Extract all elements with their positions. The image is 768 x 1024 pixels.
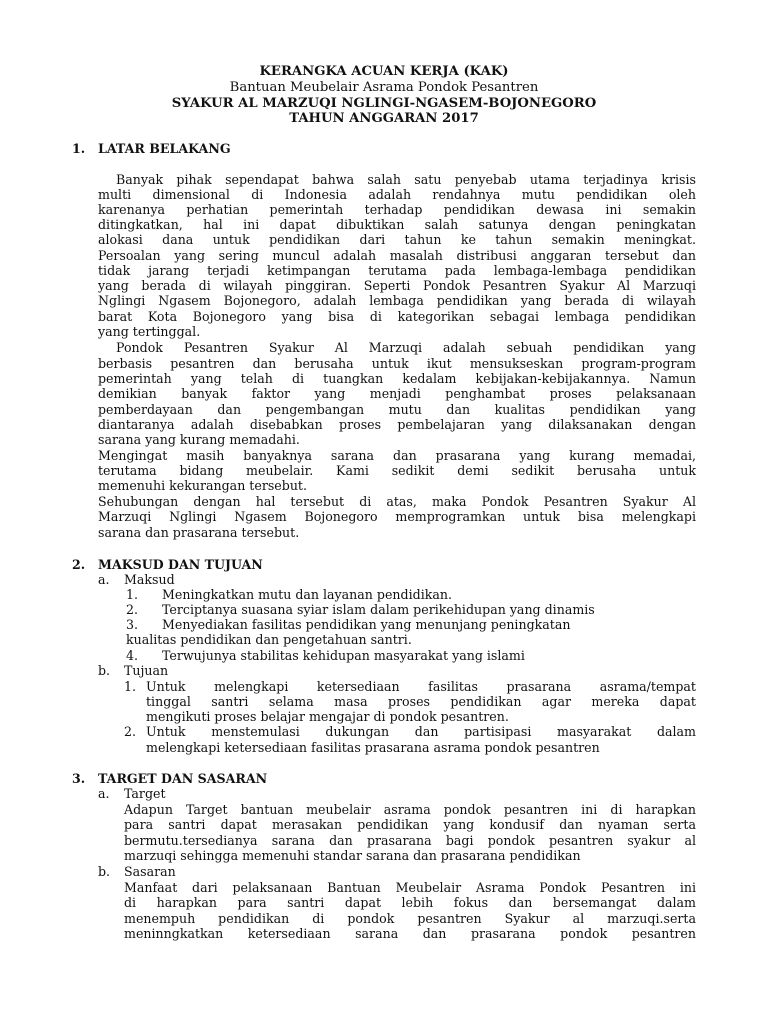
paragraph-line: pemberdayaan dan pengembangan mutu dan kualitas pendidikan yang [98,402,696,417]
section-1-title: LATAR BELAKANG [98,141,231,156]
list-number: 3. [126,617,139,632]
paragraph-line: barat Kota Bojonegoro yang bisa di kategorikan sebagai lembaga pendidikan [98,309,696,324]
paragraph-line: yang tertinggal. [98,324,201,339]
paragraph-line: multi dimensional di Indonesia adalah rendahnya mutu pendidikan oleh [98,187,696,202]
paragraph-line: diantaranya adalah disebabkan proses pembelajaran yang dilaksanakan dengan [98,417,696,432]
paragraph-line: di harapkan para santri dapat lebih fokus dan bersemangat dalam [124,895,696,910]
list-item-continuation: kualitas pendidikan dan pengetahuan santri. [126,632,412,647]
list-number: 1. [126,587,139,602]
paragraph-line: Adapun Target bantuan meubelair asrama pondok pesantren ini di harapkan [124,802,696,817]
paragraph-line: Pondok Pesantren Syakur Al Marzuqi adalah sebuah pendidikan yang [116,340,696,355]
section-3-number: 3. [72,771,86,786]
subsection-label: b. [98,663,111,678]
section-2-title: MAKSUD DAN TUJUAN [98,557,263,572]
document-subtitle: Bantuan Meubelair Asrama Pondok Pesantren [229,80,539,95]
paragraph-line: memenuhi kekurangan tersebut. [98,478,307,493]
paragraph-line: Nglingi Ngasem Bojonegoro, adalah lembaga pendidikan yang berada di wilayah [98,293,696,308]
list-item-continuation: mengikuti proses belajar mengajar di pondok pesantren. [146,709,509,724]
paragraph-line: Manfaat dari pelaksanaan Bantuan Meubelair Asrama Pondok Pesantren ini [124,880,696,895]
paragraph-line: menempuh pendidikan di pondok pesantren Syakur al marzuqi.serta [124,911,696,926]
list-item: Untuk menstemulasi dukungan dan partisipasi masyarakat dalam [146,724,696,739]
list-item: Terciptanya suasana syiar islam dalam perikehidupan yang dinamis [162,602,595,617]
institution-name: SYAKUR AL MARZUQI NGLINGI-NGASEM-BOJONEGORO [171,96,597,111]
paragraph-line: sarana dan prasarana tersebut. [98,525,300,540]
subsection-title-target: Target [124,786,166,801]
document-title: KERANGKA ACUAN KERJA (KAK) [259,64,509,79]
paragraph-line: karenanya perhatian pemerintah terhadap pendidikan dewasa ini semakin [98,202,696,217]
paragraph-line: yang berada di wilayah pinggiran. Seperti Pondok Pesantren Syakur Al Marzuqi [98,278,696,293]
fiscal-year: TAHUN ANGGARAN 2017 [289,111,479,126]
paragraph-line: para santri dapat merasakan pendidikan yang kondusif dan nyaman serta [124,817,696,832]
list-number: 2. [124,724,137,739]
subsection-label: a. [98,786,110,801]
paragraph-line: Marzuqi Nglingi Ngasem Bojonegoro memprogramkan untuk bisa melengkapi [98,509,696,524]
list-item: Meningkatkan mutu dan layanan pendidikan. [162,587,452,602]
paragraph-line: terutama bidang meubelair. Kami sedikit demi sedikit berusaha untuk [98,463,696,478]
paragraph-line: ditingkatkan, hal ini dapat dibuktikan salah satunya dengan peningkatan [98,217,696,232]
paragraph-line: alokasi dana untuk pendidikan dari tahun ke tahun semakin meningkat. [98,232,696,247]
subsection-label: b. [98,864,111,879]
paragraph-line: sarana yang kurang memadahi. [98,432,300,447]
section-1-number: 1. [72,141,86,156]
paragraph-line: tidak jarang terjadi ketimpangan terutama pada lembaga-lembaga pendidikan [98,263,696,278]
subsection-title-sasaran: Sasaran [124,864,176,879]
paragraph-line: marzuqi sehingga memenuhi standar sarana dan prasarana pendidikan [124,848,581,863]
section-3-title: TARGET DAN SASARAN [98,771,268,786]
list-item: Terwujunya stabilitas kehidupan masyarakat yang islami [162,648,525,663]
paragraph-line: Sehubungan dengan hal tersebut di atas, maka Pondok Pesantren Syakur Al [98,494,696,509]
list-number: 4. [126,648,139,663]
paragraph-line: berbasis pesantren dan berusaha untuk ikut mensukseskan program-program [98,356,696,371]
list-number: 2. [126,602,139,617]
subsection-title-maksud: Maksud [124,572,175,587]
paragraph-line: Banyak pihak sependapat bahwa salah satu penyebab utama terjadinya krisis [116,172,696,187]
paragraph-line: Mengingat masih banyaknya sarana dan prasarana yang kurang memadai, [98,448,696,463]
list-number: 1. [124,679,137,694]
section-2-number: 2. [72,557,86,572]
list-item: Menyediakan fasilitas pendidikan yang menunjang peningkatan [162,617,571,632]
subsection-title-tujuan: Tujuan [124,663,169,678]
paragraph-line: demikian banyak faktor yang menjadi penghambat proses pelaksanaan [98,386,696,401]
paragraph-line: meninngkatkan ketersediaan sarana dan prasarana pondok pesantren [124,926,696,941]
paragraph-line: Persoalan yang sering muncul adalah masalah distribusi anggaran tersebut dan [98,248,696,263]
paragraph-line: bermutu.tersedianya sarana dan prasarana bagi pondok pesantren syakur al [124,833,696,848]
list-item: Untuk melengkapi ketersediaan fasilitas prasarana asrama/tempat [146,679,696,694]
list-item-continuation: melengkapi ketersediaan fasilitas prasarana asrama pondok pesantren [146,740,600,755]
subsection-label: a. [98,572,110,587]
paragraph-line: pemerintah yang telah di tuangkan kedalam kebijakan-kebijakannya. Namun [98,371,696,386]
list-item-continuation: tinggal santri selama masa proses pendidikan agar mereka dapat [146,694,696,709]
